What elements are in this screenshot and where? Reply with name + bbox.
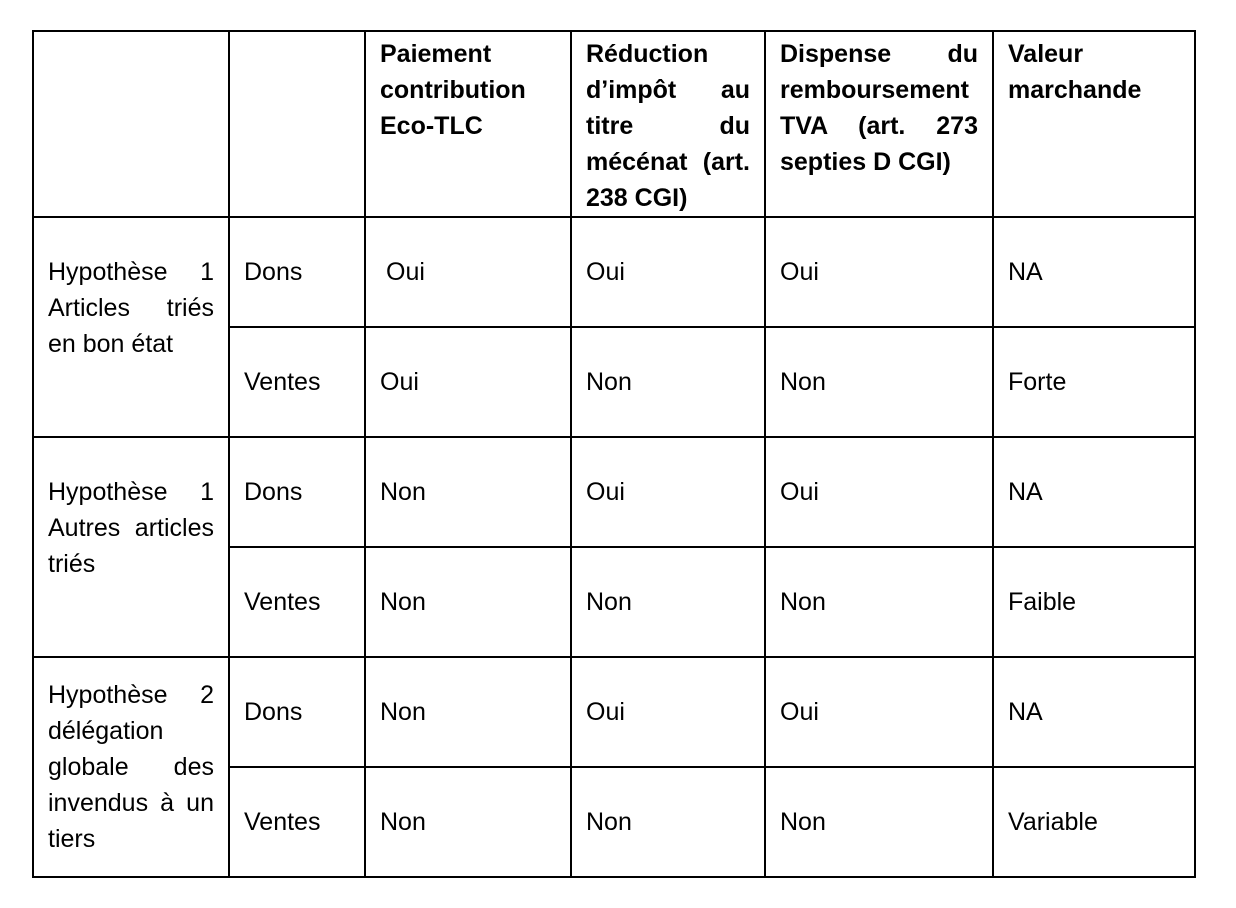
row-type: Ventes [229,327,365,437]
comparison-table [32,30,1196,878]
cell-tva: Oui [765,657,993,767]
row-type: Dons [229,437,365,547]
cell-tva: Oui [765,217,993,327]
cell-tva: Oui [765,437,993,547]
header-mecenat: Réduction d’impôt au titre du mécénat (art. 238 CGI) [571,31,765,217]
row-type: Ventes [229,547,365,657]
cell-mecenat: Oui [571,217,765,327]
group-label: Hypothèse 1 Autres articles triés [33,437,229,657]
cell-valeur: Faible [993,547,1195,657]
cell-valeur: NA [993,437,1195,547]
cell-eco-tlc: Non [365,767,571,877]
header-empty-1 [33,31,229,217]
cell-valeur: NA [993,217,1195,327]
table-row [33,437,1195,547]
cell-valeur: NA [993,657,1195,767]
row-type: Dons [229,657,365,767]
group-label: Hypothèse 1 Articles triés en bon état [33,217,229,437]
header-eco-tlc: Paiement contribution Eco-TLC [365,31,571,217]
table-row [33,217,1195,327]
group-label: Hypothèse 2 délégation globale des invendus à un tiers [33,657,229,877]
cell-mecenat: Non [571,327,765,437]
cell-eco-tlc: Non [365,437,571,547]
header-empty-2 [229,31,365,217]
row-type: Ventes [229,767,365,877]
header-tva: Dispense du remboursement TVA (art. 273 septies D CGI) [765,31,993,217]
table-header-row [33,31,1195,217]
cell-eco-tlc: Non [365,547,571,657]
cell-tva: Non [765,547,993,657]
cell-eco-tlc: Non [365,657,571,767]
cell-valeur: Forte [993,327,1195,437]
cell-eco-tlc: Oui [365,327,571,437]
cell-tva: Non [765,327,993,437]
cell-valeur: Variable [993,767,1195,877]
table-row [33,657,1195,767]
cell-mecenat: Non [571,547,765,657]
header-valeur-marchande: Valeur marchande [993,31,1195,217]
cell-mecenat: Oui [571,657,765,767]
cell-mecenat: Non [571,767,765,877]
cell-eco-tlc: Oui [365,217,571,327]
row-type: Dons [229,217,365,327]
cell-tva: Non [765,767,993,877]
cell-mecenat: Oui [571,437,765,547]
